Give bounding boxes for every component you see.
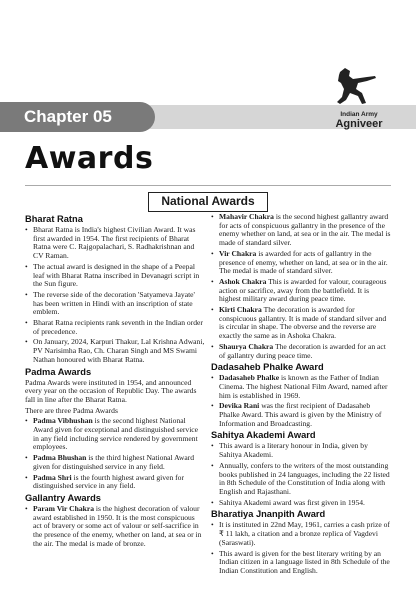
heading-gallantry: Gallantry Awards — [25, 492, 101, 503]
brand-logo — [324, 112, 394, 130]
list-item: • The reverse side of the decoration 'Satyameva Jayate' has been written in Hindi with an inscription of state emblem. — [25, 291, 205, 317]
item-bold: Devika Rani — [219, 401, 260, 411]
padma-intro: Padma Awards were instituted in 1954, and announced every year on the occasion of Republic Day. The awards fall in line after the Bharat Ratna. — [25, 377, 197, 404]
list-item — [211, 278, 391, 304]
list-item — [211, 402, 391, 428]
jnanpith-list — [211, 521, 391, 575]
list-item — [25, 505, 205, 549]
item-text: This is awarded for valour, courageous action or sacrifice, away from the battlefield. It is highest military award during peace time. — [219, 276, 387, 304]
heading-sahitya: Sahitya Akademi Award — [211, 430, 316, 441]
list-item: • Annually, confers to the writers of the most outstanding books published in 24 languages, including the 22 listed in 8th Schedule of the Constitution of India along with English and Rajasthani. — [211, 462, 391, 497]
item-text: is known as the Father of Indian Cinema. The highest National Film Award, named after him is established in 1969. — [219, 373, 388, 400]
right-column — [211, 213, 391, 578]
item-text: was the first recipient of Dadasaheb Phalke Award. This award is given by the Ministry of Information and Broadcasting. — [219, 401, 382, 428]
heading-phalke: Dadasaheb Phalke Award — [211, 362, 324, 373]
list-item — [25, 417, 205, 452]
brand-line2: Agniveer — [335, 117, 383, 130]
list-item — [211, 343, 391, 360]
item-bold: Param Vir Chakra — [33, 503, 95, 513]
item-text: The decoration is awarded for an act of gallantry during peace time. — [219, 341, 386, 360]
list-item: • The actual award is designed in the shape of a Peepal leaf with Bharat Ratna inscribed in Devanagri script in the Sun figure. — [25, 263, 205, 289]
heading-bharat-ratna: Bharat Ratna — [25, 214, 83, 224]
item-bold: Padma Shri — [33, 472, 72, 482]
list-item: • It is instituted in 22nd May, 1961, carries a cash prize of ₹ 11 lakh, a citation and a bronze replica of Vagdevi (Saraswati). — [211, 521, 391, 547]
soldier-logo-icon — [320, 66, 382, 110]
section-title: National Awards — [148, 192, 268, 212]
gallantry-cont-list — [211, 213, 391, 360]
item-text: is the second highest gallantry award for acts of conspicuous gallantry in the presence of the enemy whether on land, at sea or in the air. The medal is made of standard silver. — [219, 212, 391, 248]
heading-padma: Padma Awards — [25, 366, 92, 377]
chapter-label: Chapter 05 — [0, 102, 155, 132]
phalke-list — [211, 374, 391, 428]
item-text: is the second highest National Award given for exceptional and distinguished service in any field including service rendered by government employees. — [33, 416, 199, 452]
list-item: • This award is given for the best literary writing by an Indian citizen in a language listed in 8th Schedule of the Indian Constitution and English. — [211, 550, 391, 576]
list-item — [25, 454, 205, 471]
padma-list — [25, 417, 205, 491]
list-item — [25, 474, 205, 491]
padma-intro2: There are three Padma Awards — [25, 405, 118, 415]
gallantry-list — [25, 505, 205, 549]
item-bold: Padma Bhushan — [33, 453, 87, 463]
list-item: • On January, 2024, Karpuri Thakur, Lal Krishna Adwani, PV Narisimha Rao, Ch. Charan Singh and MS Swami Nathan honoured with Bharat Ratna. — [25, 338, 205, 364]
list-item — [211, 374, 391, 400]
list-item: • This award is a literary honour in India, given by Sahitya Akademi. — [211, 442, 391, 459]
item-bold: Padma Vibhushan — [33, 416, 93, 426]
brand-line1: Indian Army — [340, 111, 378, 118]
bharat-ratna-list — [25, 226, 205, 365]
list-item: • Sahitya Akademi award was first given in 1954. — [211, 499, 391, 508]
item-bold: Dadasaheb Phalke — [219, 373, 280, 383]
item-text: is the fourth highest award given for distinguished service in any field. — [33, 472, 185, 491]
heading-jnanpith: Bharatiya Jnanpith Award — [211, 509, 326, 520]
item-text: is awarded for acts of gallantry in the presence of enemy, whether on land, at sea or in the air. The medal is made of standard silver. — [219, 248, 388, 276]
list-item — [211, 250, 391, 276]
item-bold: Shaurya Chakra — [219, 341, 274, 351]
page-title: Awards — [25, 141, 154, 176]
left-column — [25, 212, 205, 551]
title-divider — [25, 185, 391, 186]
item-bold: Ashok Chakra — [219, 276, 267, 286]
list-item: • Bharat Ratna is India's highest Civilian Award. It was first awarded in 1954. The first recipients of Bharat Ratna were C. Rajgopalachari, S. Radhakrishnan and CV Raman. — [25, 226, 205, 261]
item-bold: Kirti Chakra — [219, 305, 262, 315]
sahitya-list — [211, 442, 391, 507]
item-text: is the third highest National Award given for distinguished service in any field. — [33, 453, 195, 471]
list-item: • Bharat Ratna recipients rank seventh in the Indian order of precedence. — [25, 319, 205, 336]
item-text: The decoration is awarded for conspicuous gallantry. It is made of standard silver and is circular in shape. The obverse and the reverse are exactly the same as in Ashoka Chakra. — [219, 305, 387, 341]
list-item — [211, 213, 391, 248]
item-text: is the highest decoration of valour award established in 1950. It is the most conspicuous act of bravery or some act of valour or self-sacrifice in the presence of the enemy, whether on land, at sea or in the air. The medal is made of bronze. — [33, 503, 202, 548]
item-bold: Mahavir Chakra — [219, 212, 274, 221]
list-item — [211, 306, 391, 341]
item-bold: Vir Chakra — [219, 248, 257, 258]
